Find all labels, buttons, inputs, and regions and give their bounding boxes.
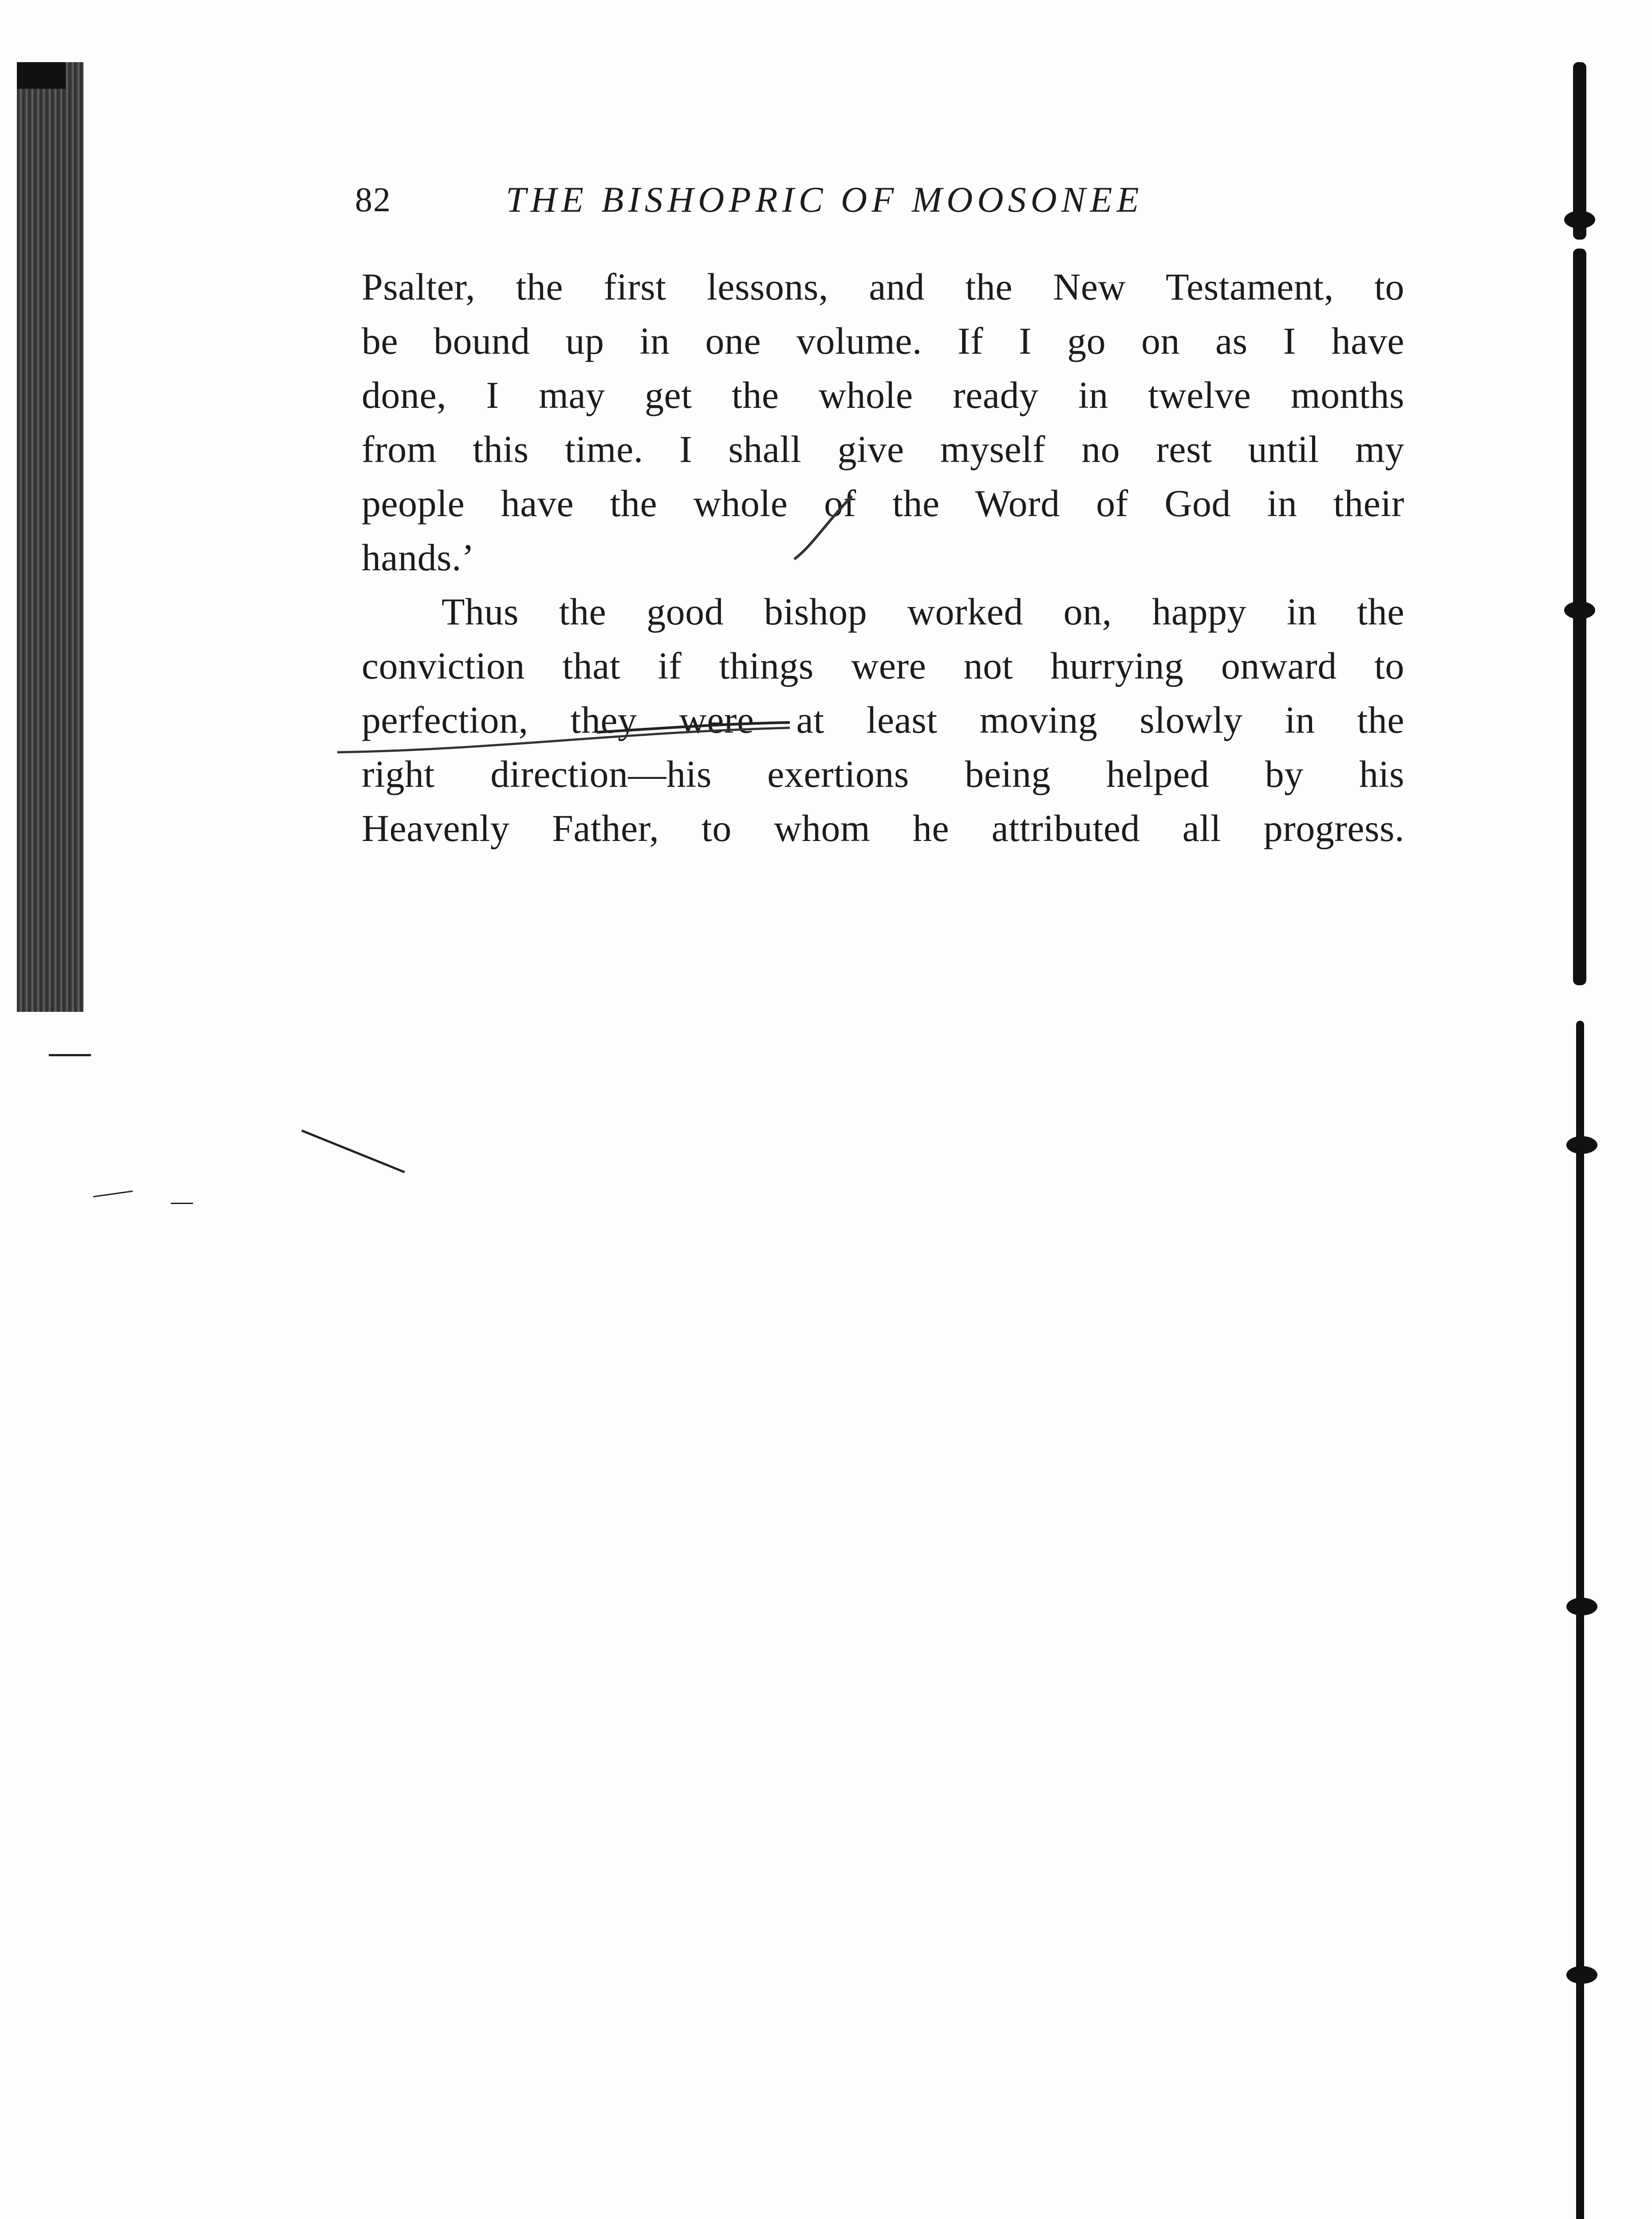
text-line: Thus the good bishop worked on, happy in the <box>442 590 1404 633</box>
scan-binding-corner <box>17 62 66 89</box>
scan-binding-shadow <box>17 62 83 1012</box>
text-line: people have the whole of the Word of God in their <box>362 482 1404 525</box>
scan-edge-mark <box>1566 1136 1597 1154</box>
text-line: perfection, they were at least moving slowly in the <box>362 699 1404 741</box>
body-text <box>362 260 1404 855</box>
scan-edge-mark <box>1566 1598 1597 1615</box>
text-line: Heavenly Father, to whom he attributed all progress. <box>362 807 1404 849</box>
text-line: Psalter, the first lessons, and the New Testament, to <box>362 265 1404 308</box>
text-line: right direction—his exertions being helped by his <box>362 753 1404 795</box>
scan-edge-rule <box>1576 1021 1584 2219</box>
scan-stray-mark <box>49 1054 91 1056</box>
page-number: 82 <box>355 180 391 219</box>
scan-edge-mark <box>1566 1966 1597 1984</box>
text-line: conviction that if things were not hurrying onward to <box>362 644 1404 687</box>
running-title: THE BISHOPRIC OF MOOSONEE <box>506 179 1143 220</box>
text-line: be bound up in one volume. If I go on as I have <box>362 320 1404 362</box>
text-line: from this time. I shall give myself no rest until my <box>362 428 1404 470</box>
scan-edge-mark <box>1564 601 1595 619</box>
scan-edge-mark <box>1564 211 1595 229</box>
running-head <box>355 175 1420 224</box>
text-line: hands.’ <box>362 536 475 579</box>
scan-stray-mark <box>301 1129 405 1173</box>
scan-stray-mark <box>93 1190 133 1197</box>
scan-stray-mark <box>171 1203 193 1204</box>
text-line: done, I may get the whole ready in twelve months <box>362 374 1404 416</box>
